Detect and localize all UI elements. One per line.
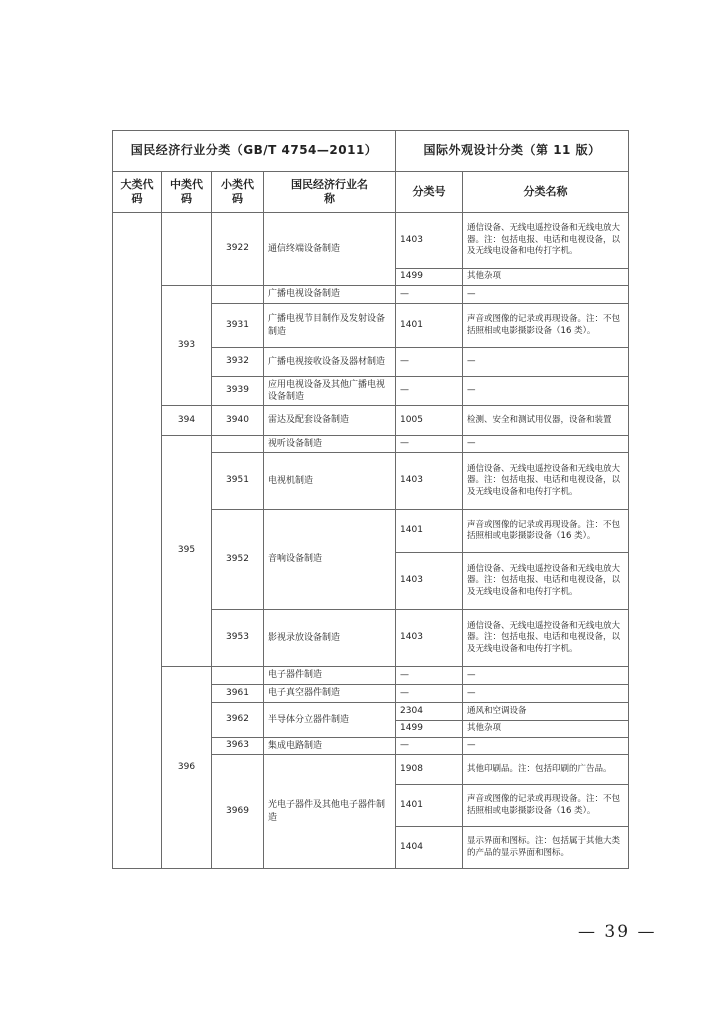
industry-name-cell: 雷达及配套设备制造 bbox=[264, 406, 396, 436]
col-header-small-code: 小类代码 bbox=[212, 172, 264, 213]
class-no-cell: 1499 bbox=[396, 269, 463, 286]
class-name-cell: — bbox=[463, 377, 629, 406]
class-name-cell: — bbox=[463, 685, 629, 703]
class-no-cell: — bbox=[396, 667, 463, 685]
industry-name-cell: 光电子器件及其他电子器件制造 bbox=[264, 755, 396, 869]
small-code-cell: 3953 bbox=[212, 610, 264, 667]
class-no-cell: 2304 bbox=[396, 703, 463, 721]
class-no-cell: — bbox=[396, 685, 463, 703]
small-code-cell: 3931 bbox=[212, 304, 264, 348]
industry-name-cell: 半导体分立器件制造 bbox=[264, 703, 396, 738]
industry-name-cell: 集成电路制造 bbox=[264, 738, 396, 755]
class-name-cell: — bbox=[463, 667, 629, 685]
class-name-cell: 通信设备、无线电遥控设备和无线电放大器。注：包括电报、电话和电视设备，以及无线电设备和电传打字机。 bbox=[463, 553, 629, 610]
mid-code-cell: 396 bbox=[162, 667, 212, 869]
class-name-cell: 其他杂项 bbox=[463, 721, 629, 738]
industry-name-cell: 电子真空器件制造 bbox=[264, 685, 396, 703]
industry-name-cell: 电子器件制造 bbox=[264, 667, 396, 685]
class-name-cell: — bbox=[463, 436, 629, 453]
class-no-cell: 1401 bbox=[396, 510, 463, 553]
small-code-cell: 3961 bbox=[212, 685, 264, 703]
industry-name-cell: 电视机制造 bbox=[264, 453, 396, 510]
classification-table bbox=[112, 130, 629, 869]
class-name-cell: 通信设备、无线电遥控设备和无线电放大器。注：包括电报、电话和电视设备，以及无线电设备和电传打字机。 bbox=[463, 610, 629, 667]
industry-name-cell: 音响设备制造 bbox=[264, 510, 396, 610]
col-header-big-code: 大类代码 bbox=[113, 172, 162, 213]
small-code-cell: 3962 bbox=[212, 703, 264, 738]
col-header-class-no: 分类号 bbox=[396, 172, 463, 213]
small-code-cell: 3963 bbox=[212, 738, 264, 755]
small-code-cell: 3939 bbox=[212, 377, 264, 406]
industry-name-cell: 广播电视设备制造 bbox=[264, 286, 396, 304]
class-name-cell: 检测、安全和测试用仪器，设备和装置 bbox=[463, 406, 629, 436]
small-code-cell: 3951 bbox=[212, 453, 264, 510]
class-name-cell: 声音或图像的记录或再现设备。注：不包括照相或电影摄影设备（16 类）。 bbox=[463, 510, 629, 553]
class-name-cell: 其他印刷品。注：包括印刷的广告品。 bbox=[463, 755, 629, 785]
class-no-cell: — bbox=[396, 286, 463, 304]
class-name-cell: — bbox=[463, 738, 629, 755]
class-no-cell: 1401 bbox=[396, 785, 463, 827]
small-code-cell bbox=[212, 286, 264, 304]
col-header-mid-code: 中类代码 bbox=[162, 172, 212, 213]
left-section-title: 国民经济行业分类（GB/T 4754—2011） bbox=[113, 131, 396, 172]
class-no-cell: — bbox=[396, 738, 463, 755]
page-number: — 39 — bbox=[578, 922, 657, 942]
col-header-class-name: 分类名称 bbox=[463, 172, 629, 213]
class-no-cell: 1005 bbox=[396, 406, 463, 436]
class-no-cell: — bbox=[396, 377, 463, 406]
mid-code-cell: 393 bbox=[162, 286, 212, 406]
industry-name-cell: 视听设备制造 bbox=[264, 436, 396, 453]
mid-code-cell: 394 bbox=[162, 406, 212, 436]
small-code-cell: 3969 bbox=[212, 755, 264, 869]
small-code-cell bbox=[212, 667, 264, 685]
small-code-cell: 3952 bbox=[212, 510, 264, 610]
class-no-cell: — bbox=[396, 348, 463, 377]
class-name-cell: 通信设备、无线电遥控设备和无线电放大器。注：包括电报、电话和电视设备，以及无线电设备和电传打字机。 bbox=[463, 453, 629, 510]
class-no-cell: 1908 bbox=[396, 755, 463, 785]
industry-name-cell: 广播电视节目制作及发射设备制造 bbox=[264, 304, 396, 348]
class-name-cell: 声音或图像的记录或再现设备。注：不包括照相或电影摄影设备（16 类）。 bbox=[463, 785, 629, 827]
class-no-cell: 1403 bbox=[396, 610, 463, 667]
industry-name-cell: 应用电视设备及其他广播电视设备制造 bbox=[264, 377, 396, 406]
class-name-cell: 通风和空调设备 bbox=[463, 703, 629, 721]
col-header-industry-name: 国民经济行业名称 bbox=[264, 172, 396, 213]
right-section-title: 国际外观设计分类（第 11 版） bbox=[396, 131, 629, 172]
class-no-cell: — bbox=[396, 436, 463, 453]
class-name-cell: — bbox=[463, 286, 629, 304]
class-no-cell: 1499 bbox=[396, 721, 463, 738]
class-name-cell: 通信设备、无线电遥控设备和无线电放大器。注：包括电报、电话和电视设备，以及无线电设备和电传打字机。 bbox=[463, 213, 629, 269]
class-name-cell: — bbox=[463, 348, 629, 377]
class-no-cell: 1403 bbox=[396, 213, 463, 269]
small-code-cell: 3940 bbox=[212, 406, 264, 436]
class-no-cell: 1403 bbox=[396, 553, 463, 610]
class-name-cell: 显示界面和图标。注：包括属于其他大类的产品的显示界面和图标。 bbox=[463, 827, 629, 869]
small-code-cell bbox=[212, 436, 264, 453]
class-no-cell: 1403 bbox=[396, 453, 463, 510]
small-code-cell: 3932 bbox=[212, 348, 264, 377]
class-no-cell: 1401 bbox=[396, 304, 463, 348]
big-code-cell bbox=[113, 213, 162, 869]
class-name-cell: 其他杂项 bbox=[463, 269, 629, 286]
mid-code-cell: 395 bbox=[162, 436, 212, 667]
industry-name-cell: 广播电视接收设备及器材制造 bbox=[264, 348, 396, 377]
industry-name-cell: 影视录放设备制造 bbox=[264, 610, 396, 667]
industry-name-cell: 通信终端设备制造 bbox=[264, 213, 396, 286]
small-code-cell: 3922 bbox=[212, 213, 264, 286]
class-name-cell: 声音或图像的记录或再现设备。注：不包括照相或电影摄影设备（16 类）。 bbox=[463, 304, 629, 348]
mid-code-cell bbox=[162, 213, 212, 286]
class-no-cell: 1404 bbox=[396, 827, 463, 869]
